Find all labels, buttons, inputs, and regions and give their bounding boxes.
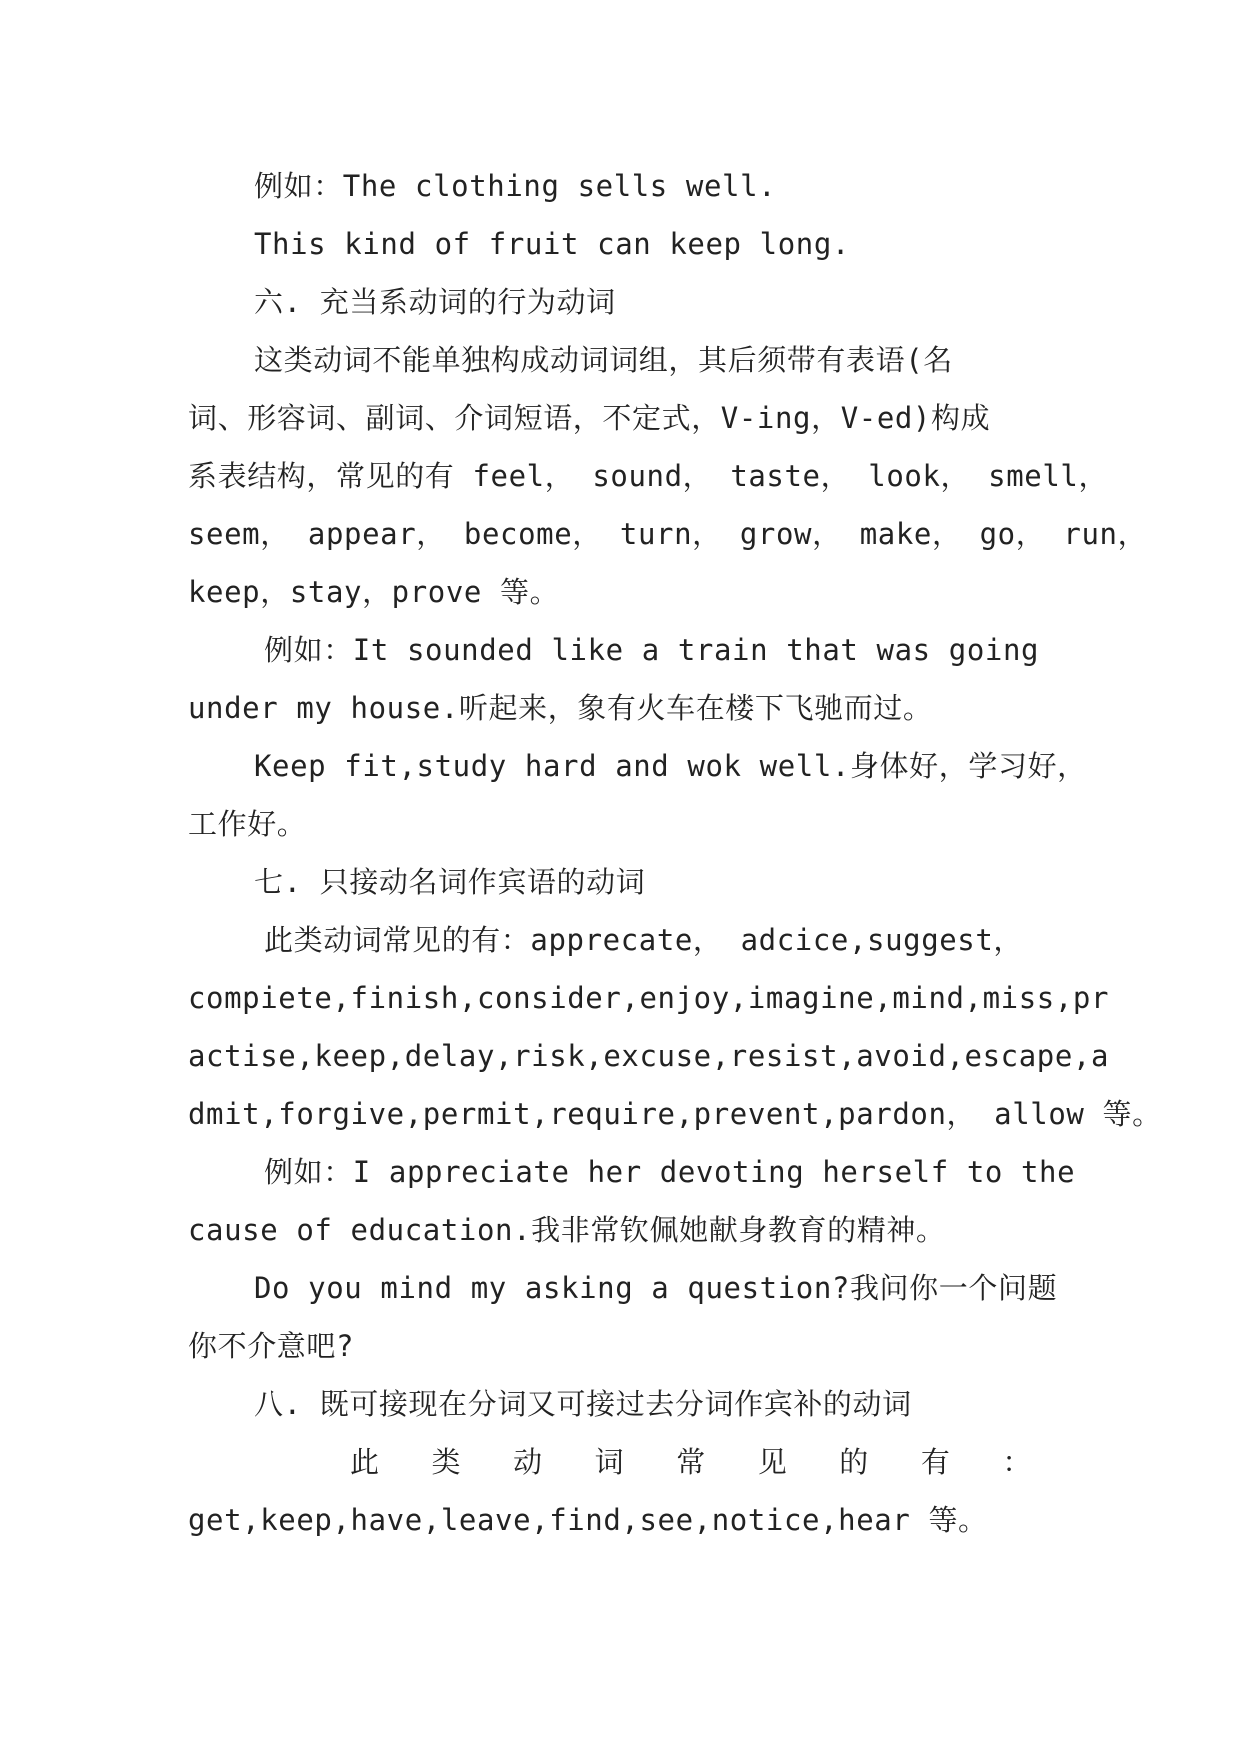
paragraph-line: actise,keep,delay,risk,excuse,resist,avoid,escape,a — [188, 1039, 1110, 1073]
paragraph-line: seem， appear， become， turn， grow， make， go， run， — [188, 517, 1148, 551]
example-line-2: This kind of fruit can keep long. — [254, 227, 850, 261]
section-heading-7: 七. 只接动名词作宾语的动词 — [254, 865, 646, 899]
example-line: 例如：It sounded like a train that was going — [264, 633, 1040, 667]
example-line: 你不介意吧? — [188, 1329, 355, 1363]
spaced-paragraph-line: 此 类 动 词 常 见 的 有 ： — [350, 1445, 1032, 1479]
example-line: Do you mind my asking a question?我问你一个问题 — [254, 1271, 1058, 1305]
example-line-1: 例如：The clothing sells well. — [254, 169, 777, 203]
paragraph-line: 系表结构，常见的有 feel， sound， taste， look， smell， — [188, 459, 1109, 493]
example-line: Keep fit,study hard and wok well.身体好，学习好， — [254, 749, 1087, 783]
paragraph-line: 此类动词常见的有：apprecate， adcice,suggest， — [264, 923, 1024, 957]
paragraph-line: 这类动词不能单独构成动词词组，其后须带有表语(名 — [254, 343, 953, 377]
section-heading-6: 六. 充当系动词的行为动词 — [254, 285, 616, 319]
section-heading-8: 八. 既可接现在分词又可接过去分词作宾补的动词 — [254, 1387, 912, 1421]
paragraph-line: get,keep,have,leave,find,see,notice,hear 等。 — [188, 1503, 988, 1537]
example-line: 工作好。 — [188, 807, 307, 841]
paragraph-line: keep，stay，prove 等。 — [188, 575, 560, 609]
example-line: 例如：I appreciate her devoting herself to the — [264, 1155, 1076, 1189]
paragraph-line: 词、形容词、副词、介词短语，不定式，V-ing，V-ed)构成 — [188, 401, 991, 435]
example-line: under my house.听起来，象有火车在楼下飞驰而过。 — [188, 691, 933, 725]
paragraph-line: dmit,forgive,permit,require,prevent,pardon， allow 等。 — [188, 1097, 1162, 1131]
paragraph-line: compiete,finish,consider,enjoy,imagine,mind,miss,pr — [188, 981, 1110, 1015]
example-line: cause of education.我非常钦佩她献身教育的精神。 — [188, 1213, 946, 1247]
